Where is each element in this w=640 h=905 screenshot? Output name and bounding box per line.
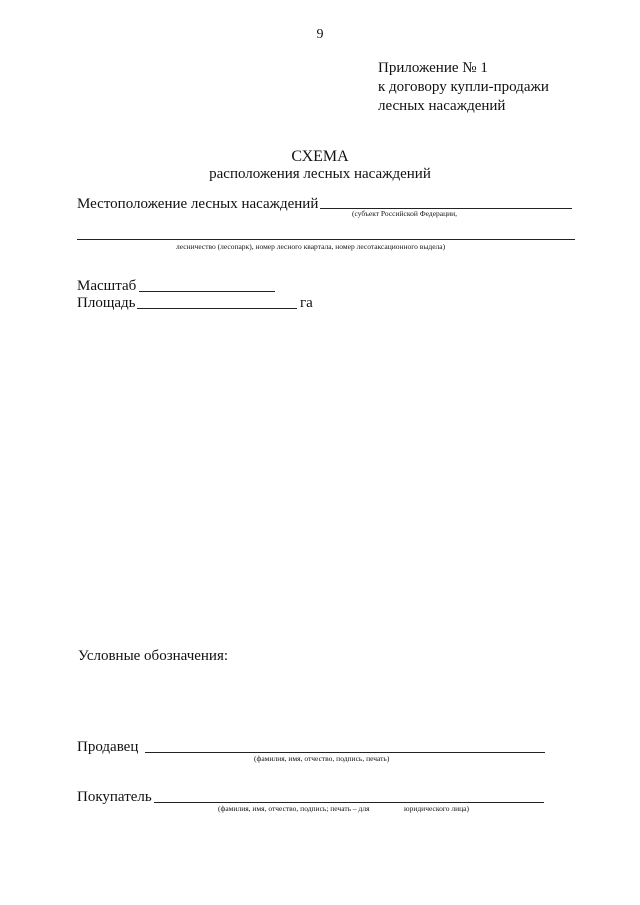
buyer-field-line[interactable] (154, 802, 544, 803)
document-title: СХЕМА (291, 148, 349, 165)
document-subtitle: расположения лесных насаждений (209, 166, 431, 182)
buyer-label: Покупатель (77, 789, 152, 805)
scale-label: Масштаб (77, 278, 137, 294)
location-note-1: (субъект Российской Федерации, (352, 209, 458, 218)
page-number: 9 (316, 27, 324, 42)
appendix-block (378, 59, 549, 116)
area-label: Площадь (77, 295, 136, 311)
buyer-note-right: юридического лица) (404, 804, 469, 813)
appendix-line-1: Приложение № 1 (378, 60, 488, 76)
seller-label: Продавец (77, 739, 139, 755)
buyer-note-left: (фамилия, имя, отчество, подпись; печать – для (218, 804, 370, 813)
area-field-line[interactable] (137, 308, 297, 309)
location-note-2: лесничество (лесопарк), номер лесного квартала, номер лесотаксационного выдела) (176, 242, 446, 251)
appendix-line-3: лесных насаждений (378, 98, 506, 114)
seller-note: (фамилия, имя, отчество, подпись, печать) (254, 754, 390, 763)
location-field-line-2[interactable] (77, 239, 575, 240)
legend-label: Условные обозначения: (78, 648, 229, 664)
location-label: Местоположение лесных насаждений (77, 196, 319, 212)
seller-field-line[interactable] (145, 752, 545, 753)
appendix-line-2: к договору купли-продажи (378, 79, 549, 95)
area-unit: га (300, 295, 313, 311)
scale-field-line[interactable] (139, 291, 275, 292)
